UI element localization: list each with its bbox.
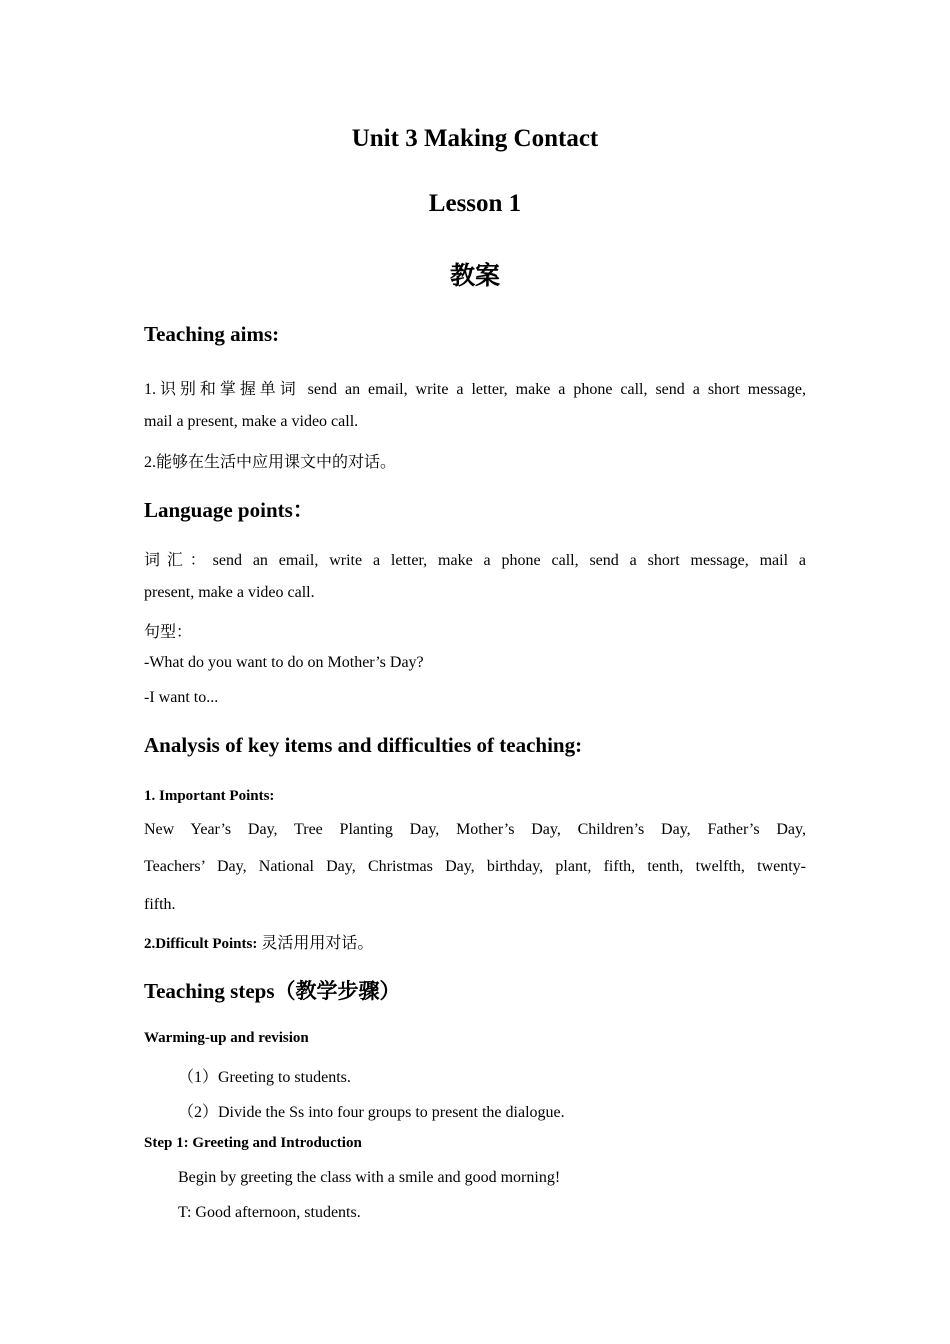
- difficult-points-label: 2.Difficult Points:: [144, 936, 258, 952]
- important-points-line-1: New Year’s Day, Tree Planting Day, Mother’s Day, Children’s Day, Father’s Day,: [144, 821, 806, 838]
- analysis-heading: Analysis of key items and difficulties of teaching:: [144, 733, 583, 757]
- step-1-line-2: T: Good afternoon, students.: [178, 1204, 361, 1221]
- warmup-item-2: （2）Divide the Ss into four groups to present the dialogue.: [178, 1104, 565, 1121]
- language-points-heading: Language points：: [144, 498, 314, 522]
- warmup-label: Warming-up and revision: [144, 1030, 309, 1046]
- sentence-pattern-label: 句型：: [144, 624, 193, 641]
- difficult-points-text: 灵活用用对话。: [257, 935, 374, 952]
- teaching-aim-1-line-2: mail a present, make a video call.: [144, 413, 359, 430]
- important-points-line-3: fifth.: [144, 896, 176, 913]
- teaching-aims-heading: Teaching aims:: [144, 322, 280, 346]
- teaching-steps-heading: Teaching steps（教学步骤）: [144, 979, 401, 1003]
- lesson-plan-title: 教案: [449, 263, 500, 290]
- document-title: Unit 3 Making Contact: [351, 125, 599, 152]
- important-points-line-2: Teachers’ Day, National Day, Christmas Day, birthday, plant, fifth, tenth, twelfth, twenty-: [144, 858, 806, 875]
- sentence-pattern-1: -What do you want to do on Mother’s Day?: [144, 654, 424, 671]
- step-1-line-1: Begin by greeting the class with a smile and good morning!: [178, 1169, 561, 1186]
- warmup-item-1: （1）Greeting to students.: [178, 1069, 351, 1086]
- vocabulary-line-2: present, make a video call.: [144, 584, 315, 601]
- teaching-aim-1-line-1: 1.识别和掌握单词 send an email, write a letter, make a phone call, send a short message,: [144, 381, 806, 398]
- important-points-label: 1. Important Points:: [144, 788, 275, 804]
- sentence-pattern-2: -I want to...: [144, 689, 219, 706]
- step-1-label: Step 1: Greeting and Introduction: [144, 1135, 362, 1151]
- difficult-points: [144, 930, 373, 953]
- teaching-aim-2: 2.能够在生活中应用课文中的对话。: [144, 454, 397, 471]
- vocabulary-line-1: 词汇：send an email, write a letter, make a phone call, send a short message, mail a: [144, 552, 806, 569]
- lesson-title: Lesson 1: [428, 190, 522, 217]
